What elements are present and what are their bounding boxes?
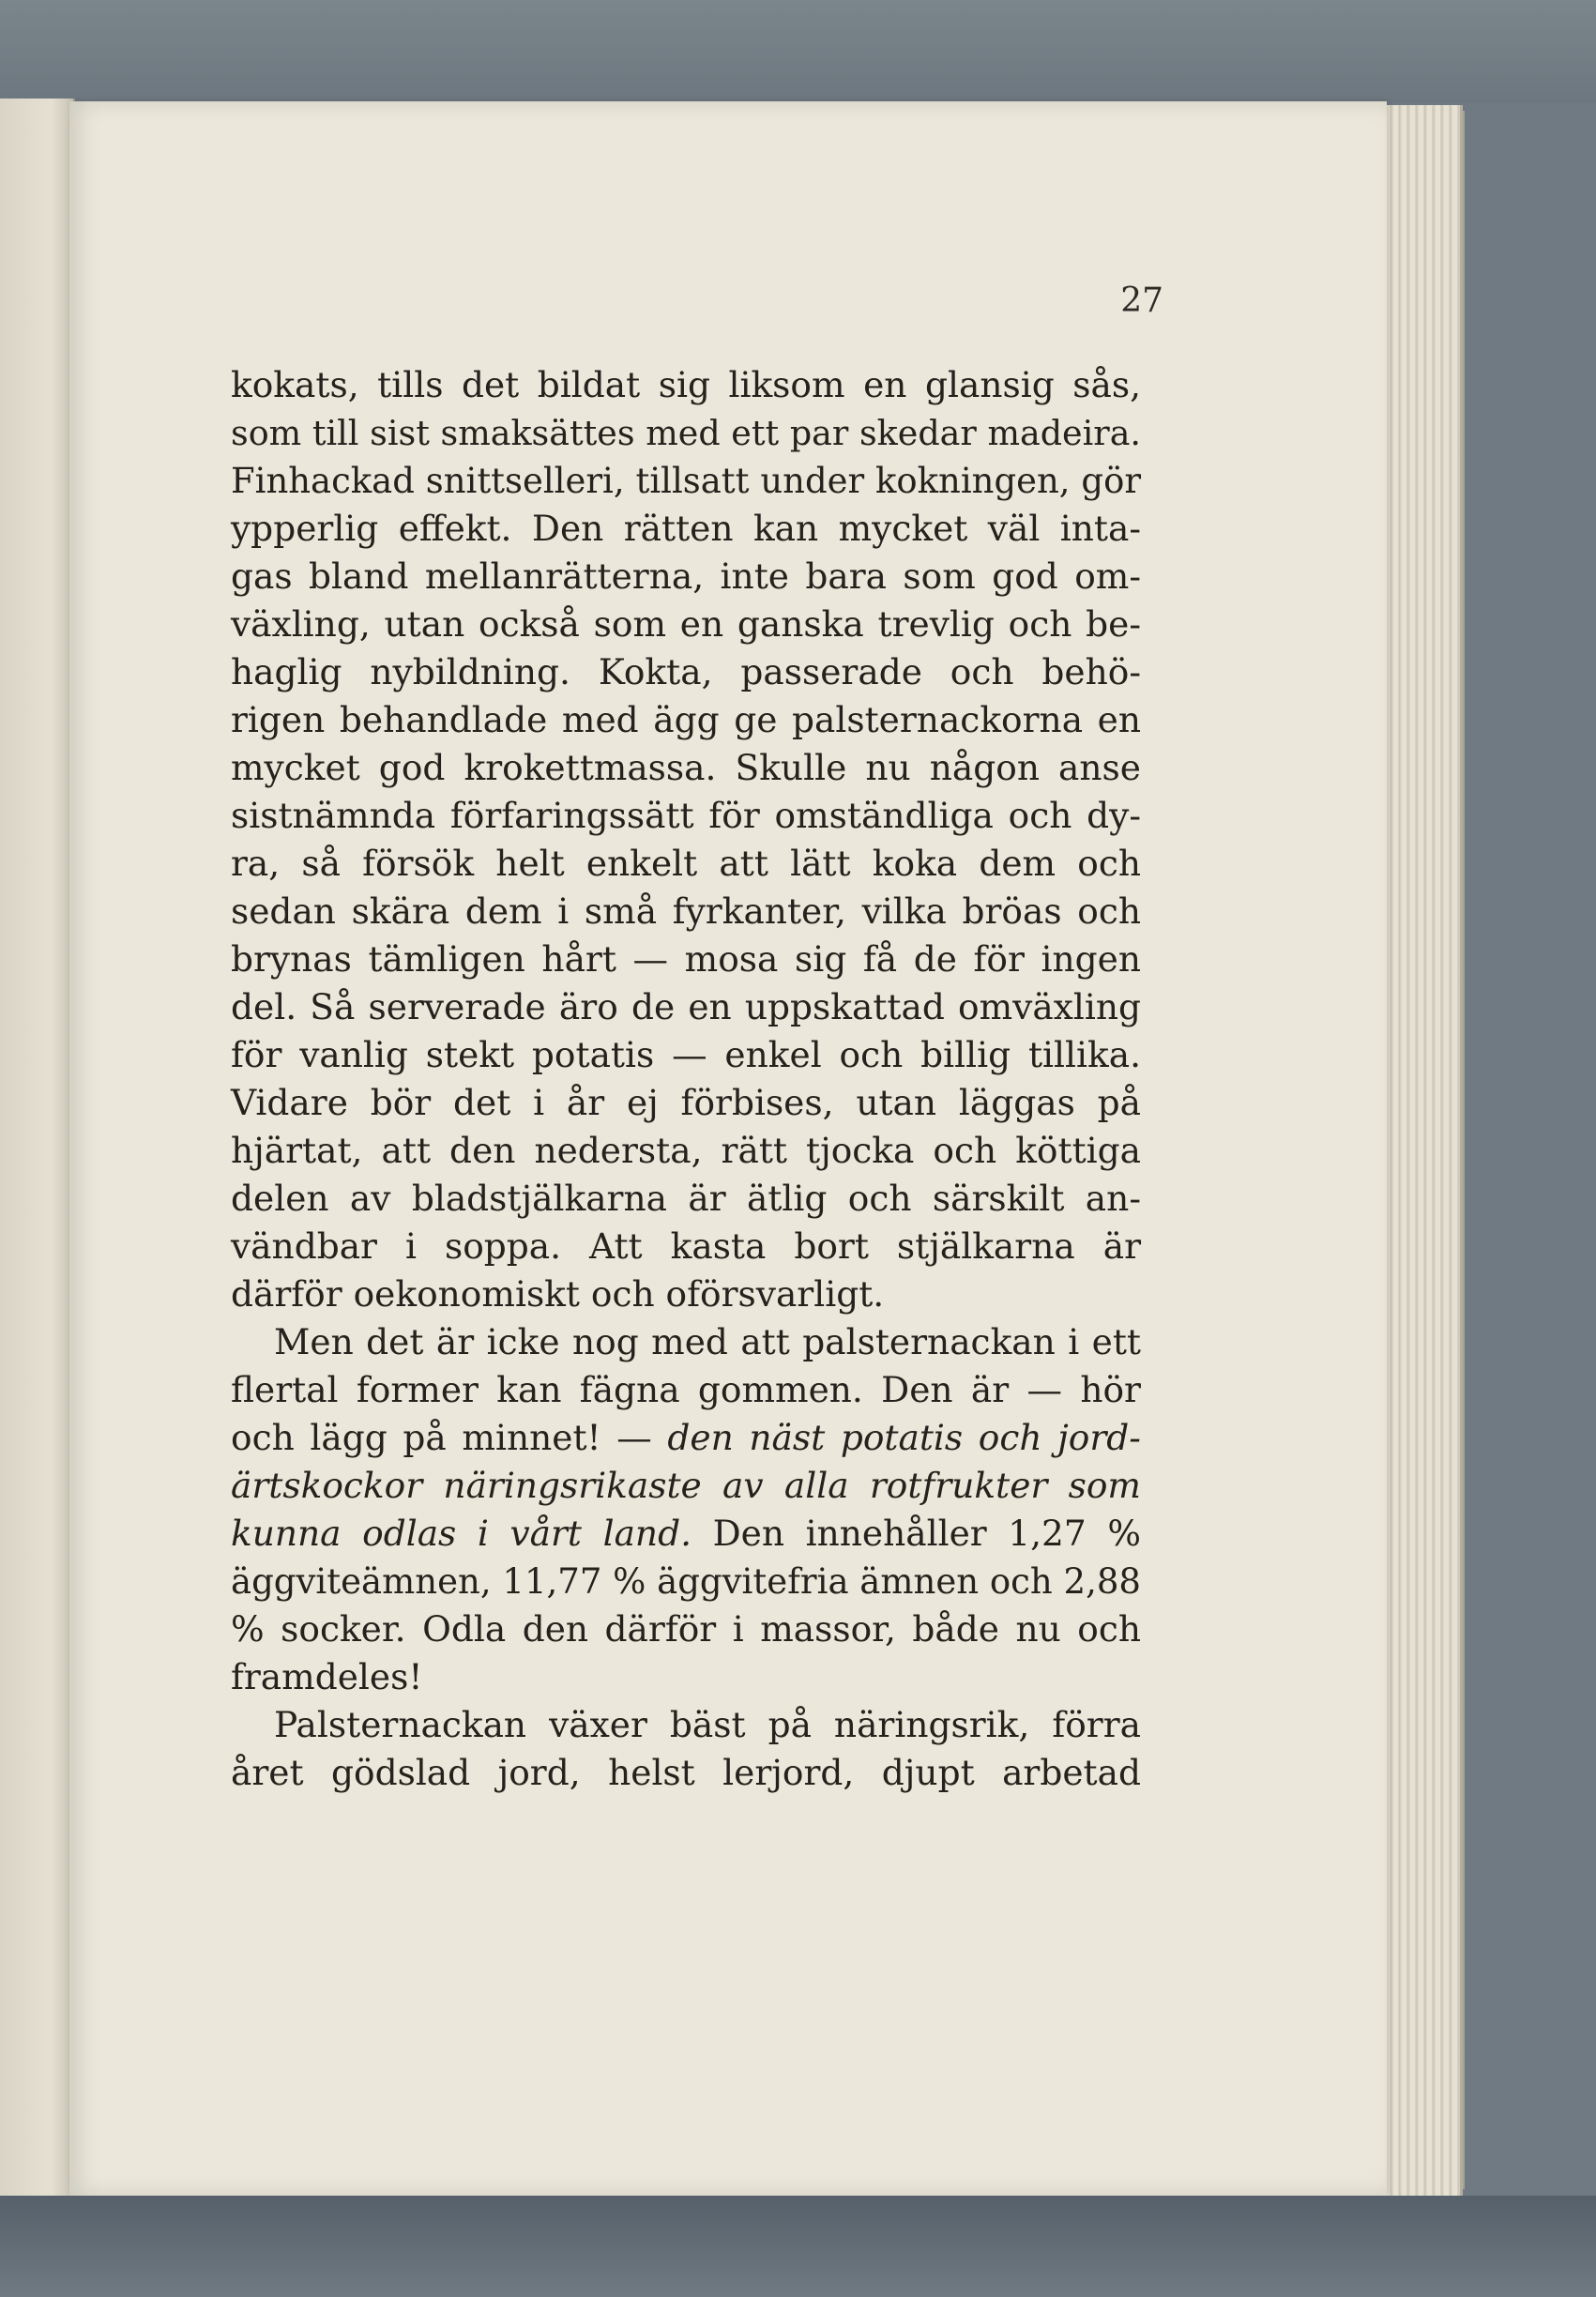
text-line — [231, 505, 1141, 553]
text-segment: ypperlig effekt. Den rätten kan mycket väl inta- — [231, 508, 1141, 549]
text-segment: och lägg på minnet! — — [231, 1417, 668, 1458]
text-line — [231, 648, 1141, 696]
text-line — [231, 888, 1141, 936]
text-segment: del. Så serverade äro de en uppskattad omväxling — [231, 986, 1141, 1027]
text-line — [231, 792, 1141, 840]
left-page-edge — [0, 99, 75, 2196]
italic-text: kunna odlas i vårt land. — [231, 1513, 692, 1554]
text-line — [231, 553, 1141, 601]
text-segment: därför oekonomiskt och oförsvarligt. — [231, 1273, 885, 1315]
text-line — [231, 744, 1141, 792]
text-line — [231, 409, 1141, 457]
text-line — [231, 983, 1141, 1031]
text-segment: kokats, tills det bildat sig liksom en glansig sås, — [231, 364, 1141, 405]
text-line — [231, 1462, 1141, 1510]
text-line — [231, 1605, 1141, 1653]
text-segment: % socker. Odla den därför i massor, både nu och — [231, 1608, 1141, 1650]
text-line — [231, 1366, 1141, 1414]
backdrop — [0, 0, 1596, 103]
text-line — [231, 1031, 1141, 1079]
text-line — [231, 601, 1141, 648]
text-line — [231, 1701, 1141, 1749]
text-segment: framdeles! — [231, 1656, 423, 1697]
text-segment: gas bland mellanrätterna, inte bara som god om- — [231, 555, 1141, 597]
text-segment: för vanlig stekt potatis — enkel och billig tillika. — [231, 1034, 1141, 1075]
italic-text: den näst potatis och jord- — [667, 1417, 1141, 1458]
text-segment: brynas tämligen hårt — mosa sig få de för ingen — [231, 938, 1141, 980]
page-number: 27 — [1120, 281, 1163, 320]
text-line — [231, 1318, 1141, 1366]
text-segment: Vidare bör det i år ej förbises, utan läggas på — [231, 1082, 1141, 1123]
text-segment: Den innehåller 1,27 % — [692, 1513, 1141, 1554]
text-line — [231, 1510, 1141, 1558]
text-segment: mycket god krokettmassa. Skulle nu någon anse — [231, 747, 1141, 788]
text-segment: flertal former kan fägna gommen. Den är — hör — [231, 1369, 1141, 1410]
text-line — [231, 1127, 1141, 1175]
text-segment: som till sist smaksättes med ett par skedar madeira. — [231, 413, 1141, 453]
text-line — [231, 1558, 1141, 1605]
text-line — [231, 840, 1141, 888]
text-segment: året gödslad jord, helst lerjord, djupt arbetad — [231, 1752, 1141, 1793]
text-line — [231, 1653, 1141, 1701]
text-line — [231, 1079, 1141, 1127]
text-line — [231, 457, 1141, 505]
text-line — [231, 361, 1141, 409]
bottom-shadow — [0, 2196, 1596, 2297]
text-line — [231, 1749, 1141, 1797]
text-segment: Finhackad snittselleri, tillsatt under kokningen, gör — [231, 461, 1141, 501]
italic-text: ärtskockor näringsrikaste av alla rotfrukter som — [231, 1465, 1141, 1506]
text-line — [231, 1414, 1141, 1462]
text-line — [231, 1270, 1141, 1318]
text-segment: växling, utan också som en ganska trevlig och be- — [231, 603, 1141, 645]
text-segment: vändbar i soppa. Att kasta bort stjälkarna är — [231, 1225, 1141, 1267]
text-line — [231, 1223, 1141, 1270]
text-segment: sistnämnda förfaringssätt för omständliga och dy- — [231, 795, 1141, 836]
text-segment: äggviteämnen, 11,77 % äggvitefria ämnen och 2,88 — [231, 1561, 1141, 1602]
text-segment: haglig nybildning. Kokta, passerade och behö- — [231, 651, 1141, 692]
text-segment: Men det är icke nog med att palsternackan i ett — [274, 1321, 1141, 1362]
text-segment: ra, så försök helt enkelt att lätt koka dem och — [231, 843, 1141, 884]
text-line — [231, 1175, 1141, 1223]
text-segment: delen av bladstjälkarna är ätlig och särskilt an- — [231, 1178, 1141, 1219]
text-line — [231, 936, 1141, 983]
text-segment: Palsternackan växer bäst på näringsrik, förra — [274, 1704, 1141, 1745]
text-segment: hjärtat, att den nedersta, rätt tjocka och köttiga — [231, 1130, 1141, 1171]
text-line — [231, 696, 1141, 744]
text-segment: sedan skära dem i små fyrkanter, vilka bröas och — [231, 890, 1141, 932]
body-text — [231, 361, 1141, 1797]
text-segment: rigen behandlade med ägg ge palsternackorna en — [231, 699, 1141, 740]
